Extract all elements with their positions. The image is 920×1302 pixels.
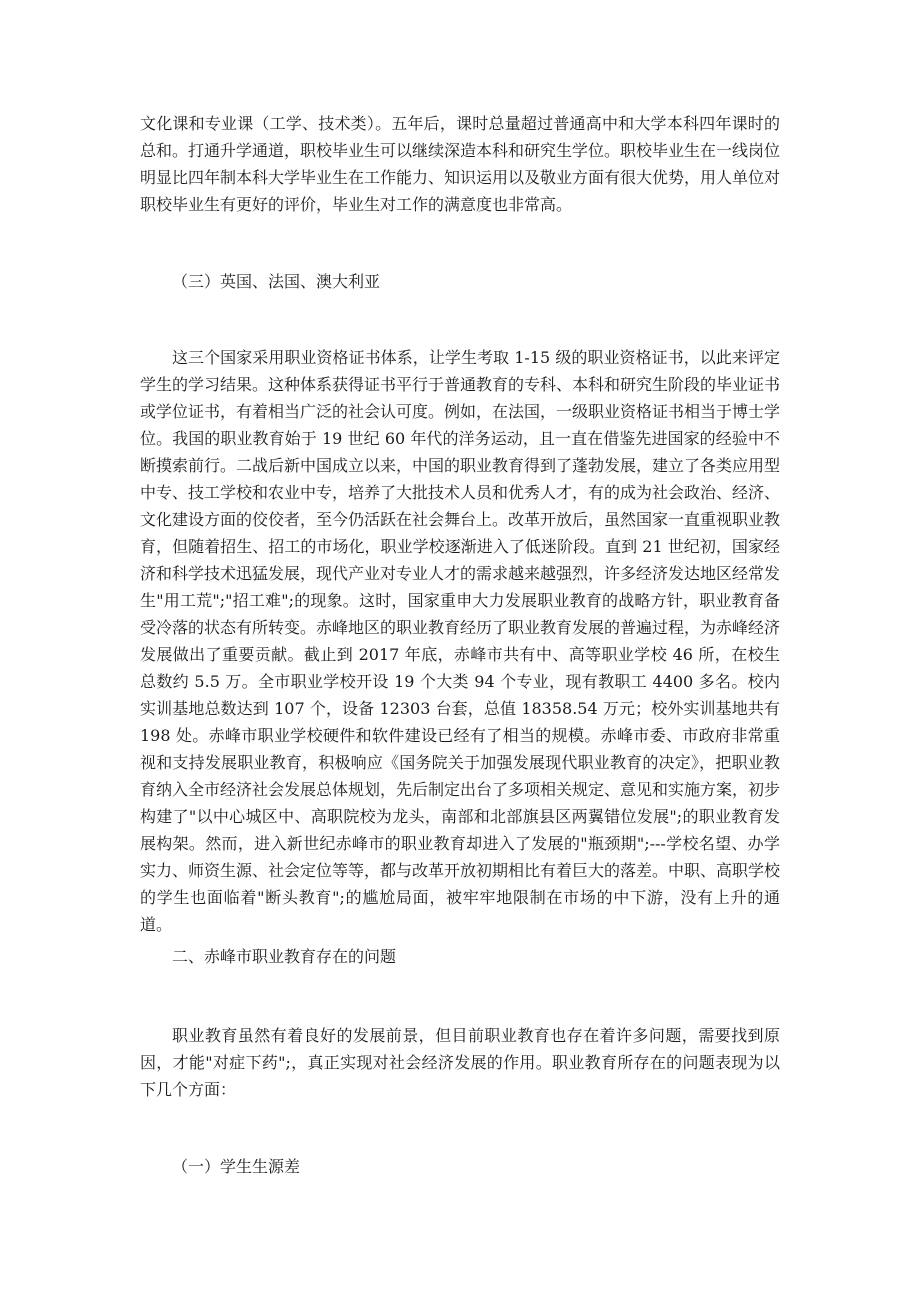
heading-uk-france-australia: （三）英国、法国、澳大利亚 <box>172 272 381 291</box>
heading-chifeng-problems: 二、赤峰市职业教育存在的问题 <box>172 947 397 966</box>
paragraph-vocational-curriculum: 文化课和专业课（工学、技术类）。五年后，课时总量超过普通高中和大学本科四年课时的总和。打通升学通道，职校毕业生可以继续深造本科和研究生学位。职校毕业生在一线岗位明显比四年制本科大学毕业生在工作能力、知识运用以及敬业方面有很大优势，用人单位对职校毕业生有更好的评价，毕业生对工作的满意度也非常高。 <box>140 114 781 214</box>
paragraph-qualification-system: 这三个国家采用职业资格证书体系，让学生考取 1-15 级的职业资格证书，以此来评定学生的学习结果。这种体系获得证书平行于普通教育的专科、本科和研究生阶段的毕业证书或学位证书，有着相当广泛的社会认可度。例如，在法国，一级职业资格证书相当于博士学位。我国的职业教育始于 19 世纪 60 年代的洋务运动，且一直在借鉴先进国家的经验中不断摸索前行。二战后新中国成立以来，中国的职业教育得到了蓬勃发展，建立了各类应用型中专、技工学校和农业中专，培养了大批技术人员和优秀人才，有的成为社会政治、经济、文化建设方面的佼佼者，至今仍活跃在社会舞台上。改革开放后，虽然国家一直重视职业教育，但随着招生、招工的市场化，职业学校逐渐进入了低迷阶段。直到 21 世纪初，国家经济和科学技术迅猛发展，现代产业对专业人才的需求越来越强烈，许多经济发达地区经常发生"用工荒";"招工难";的现象。这时，国家重申大力发展职业教育的战略方针，职业教育备受冷落的状态有所转变。赤峰地区的职业教育经历了职业教育发展的普遍过程，为赤峰经济发展做出了重要贡献。截止到 2017 年底，赤峰市共有中、高等职业学校 46 所，在校生总数约 5.5 万。全市职业学校开设 19 个大类 94 个专业，现有教职工 4400 多名。校内实训基地总数达到 107 个，设备 12303 台套，总值 18358.54 万元；校外实训基地共有 198 处。赤峰市职业学校硬件和软件建设已经有了相当的规模。赤峰市委、市政府非常重视和支持发展职业教育，积极响应《国务院关于加强发展现代职业教育的决定》，把职业教育纳入全市经济社会发展总体规划，先后制定出台了多项相关规定、意见和实施方案，初步构建了"以中心城区中、高职院校为龙头，南部和北部旗县区两翼错位发展";的职业教育发展构架。然而，进入新世纪赤峰市的职业教育却进入了发展的"瓶颈期";---学校名望、办学实力、师资生源、社会定位等等，都与改革开放初期相比有着巨大的落差。中职、高职学校的学生也面临着"断头教育";的尴尬局面，被牢牢地限制在市场的中下游，没有上升的通道。 <box>140 348 781 934</box>
heading-poor-student-source: （一）学生生源差 <box>172 1157 301 1176</box>
paragraph-problems-intro: 职业教育虽然有着良好的发展前景，但目前职业教育也存在着许多问题，需要找到原因，才能"对症下药";，真正实现对社会经济发展的作用。职业教育所存在的问题表现为以下几个方面： <box>140 1026 780 1099</box>
